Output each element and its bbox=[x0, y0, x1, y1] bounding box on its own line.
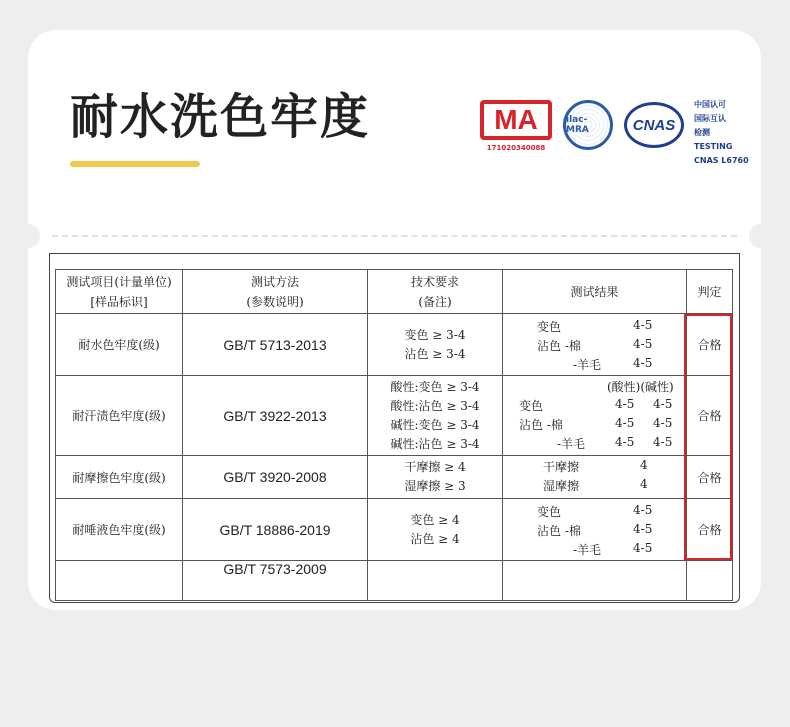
result-value: 4-5 bbox=[653, 416, 673, 430]
cnas-line: 检测 bbox=[694, 128, 710, 137]
cnas-line: CNAS L6760 bbox=[694, 156, 749, 165]
result-label: 沾色 -棉 bbox=[519, 418, 563, 432]
header-text: 技术要求 bbox=[410, 274, 459, 289]
ilac-mra-logo bbox=[563, 100, 613, 150]
row-verdict: 合格 bbox=[687, 456, 733, 499]
row-verdict: 合格 bbox=[687, 376, 733, 456]
row-verdict bbox=[687, 561, 733, 601]
header-requirement bbox=[368, 270, 503, 314]
header-text: (备注) bbox=[418, 294, 452, 309]
row-requirement bbox=[368, 376, 503, 456]
result-value: 4-5 bbox=[633, 541, 653, 555]
ilac-label: ilac-MRA bbox=[566, 115, 589, 135]
requirement-line: 变色 ≥ 4 bbox=[410, 512, 460, 527]
result-value: 4-5 bbox=[633, 522, 653, 536]
header-text: 测试方法 bbox=[250, 274, 299, 289]
result-value: 4-5 bbox=[633, 356, 653, 370]
result-value: 4-5 bbox=[653, 397, 673, 411]
result-label: -羊毛 bbox=[573, 543, 602, 557]
requirement-line: 碱性:变色 ≥ 3-4 bbox=[390, 417, 480, 432]
cnas-line: TESTING bbox=[694, 142, 733, 151]
result-value: 4-5 bbox=[633, 337, 653, 351]
page-title: 耐水洗色牢度 bbox=[70, 89, 371, 145]
table-row bbox=[56, 314, 733, 376]
row-item: 耐水色牢度(级) bbox=[56, 314, 183, 376]
row-method: GB/T 3920-2008 bbox=[183, 456, 368, 499]
card-notch-left bbox=[16, 224, 40, 248]
table-row bbox=[56, 561, 733, 601]
row-requirement bbox=[368, 456, 503, 499]
result-label: 变色 bbox=[519, 399, 544, 413]
requirement-line: 沾色 ≥ 3-4 bbox=[404, 346, 466, 361]
result-label: 沾色 -棉 bbox=[537, 524, 581, 538]
requirement-line: 酸性:变色 ≥ 3-4 bbox=[390, 379, 480, 394]
row-result bbox=[503, 561, 687, 601]
requirement-line: 干摩擦 ≥ 4 bbox=[404, 460, 466, 474]
header-text: (参数说明) bbox=[246, 294, 304, 309]
result-label: -羊毛 bbox=[573, 358, 602, 372]
result-label: 湿摩擦 bbox=[543, 479, 580, 493]
row-verdict: 合格 bbox=[687, 499, 733, 561]
card-notch-right bbox=[749, 224, 773, 248]
result-label: -羊毛 bbox=[557, 437, 586, 451]
cnas-logo bbox=[624, 102, 684, 148]
cma-logo bbox=[480, 100, 552, 140]
requirement-line: 碱性:沾色 ≥ 3-4 bbox=[390, 436, 480, 451]
cnas-label: CNAS bbox=[632, 116, 676, 134]
result-label: 沾色 -棉 bbox=[537, 339, 581, 353]
cnas-line: 中国认可 bbox=[694, 100, 726, 109]
table-row bbox=[56, 376, 733, 456]
result-value: 4-5 bbox=[615, 397, 635, 411]
header-item bbox=[56, 270, 183, 314]
row-method: GB/T 5713-2013 bbox=[183, 314, 368, 376]
table-row bbox=[56, 499, 733, 561]
result-value: 4 bbox=[640, 458, 648, 472]
requirement-line: 沾色 ≥ 4 bbox=[410, 531, 460, 546]
row-result bbox=[503, 499, 687, 561]
title-underline bbox=[70, 161, 200, 167]
cnas-caption bbox=[694, 98, 749, 168]
row-requirement bbox=[368, 499, 503, 561]
row-method: GB/T 7573-2009 bbox=[183, 561, 368, 601]
row-verdict: 合格 bbox=[687, 314, 733, 376]
header-text: 测试项目(计量单位) bbox=[66, 274, 172, 289]
header-text: [样品标识] bbox=[90, 294, 148, 309]
header-verdict: 判定 bbox=[687, 270, 733, 314]
requirement-line: 酸性:沾色 ≥ 3-4 bbox=[390, 398, 480, 413]
requirement-line: 变色 ≥ 3-4 bbox=[404, 327, 466, 342]
row-requirement bbox=[368, 314, 503, 376]
row-item: 耐唾液色牢度(级) bbox=[56, 499, 183, 561]
cma-label: MA bbox=[494, 104, 538, 135]
content-card bbox=[28, 30, 761, 610]
result-head: (酸性)(碱性) bbox=[607, 380, 674, 394]
result-value: 4 bbox=[640, 477, 648, 491]
results-table bbox=[55, 269, 733, 601]
result-value: 4-5 bbox=[615, 416, 635, 430]
table-header-row bbox=[56, 270, 733, 314]
row-requirement bbox=[368, 561, 503, 601]
result-label: 变色 bbox=[537, 320, 562, 334]
result-label: 变色 bbox=[537, 505, 562, 519]
row-item: 耐汗渍色牢度(级) bbox=[56, 376, 183, 456]
table-row bbox=[56, 456, 733, 499]
result-value: 4-5 bbox=[615, 435, 635, 449]
result-value: 4-5 bbox=[653, 435, 673, 449]
row-item bbox=[56, 561, 183, 601]
result-value: 4-5 bbox=[633, 503, 653, 517]
row-method: GB/T 18886-2019 bbox=[183, 499, 368, 561]
row-result bbox=[503, 456, 687, 499]
row-method: GB/T 3922-2013 bbox=[183, 376, 368, 456]
header-method bbox=[183, 270, 368, 314]
cma-number: 171020340088 bbox=[486, 144, 546, 152]
dashed-divider bbox=[52, 235, 737, 237]
result-label: 干摩擦 bbox=[543, 460, 580, 474]
result-value: 4-5 bbox=[633, 318, 653, 332]
requirement-line: 湿摩擦 ≥ 3 bbox=[404, 479, 466, 493]
header-result: 测试结果 bbox=[503, 270, 687, 314]
row-item: 耐摩擦色牢度(级) bbox=[56, 456, 183, 499]
row-result bbox=[503, 314, 687, 376]
test-report-sheet bbox=[49, 253, 740, 603]
cnas-line: 国际互认 bbox=[694, 114, 726, 123]
row-result bbox=[503, 376, 687, 456]
